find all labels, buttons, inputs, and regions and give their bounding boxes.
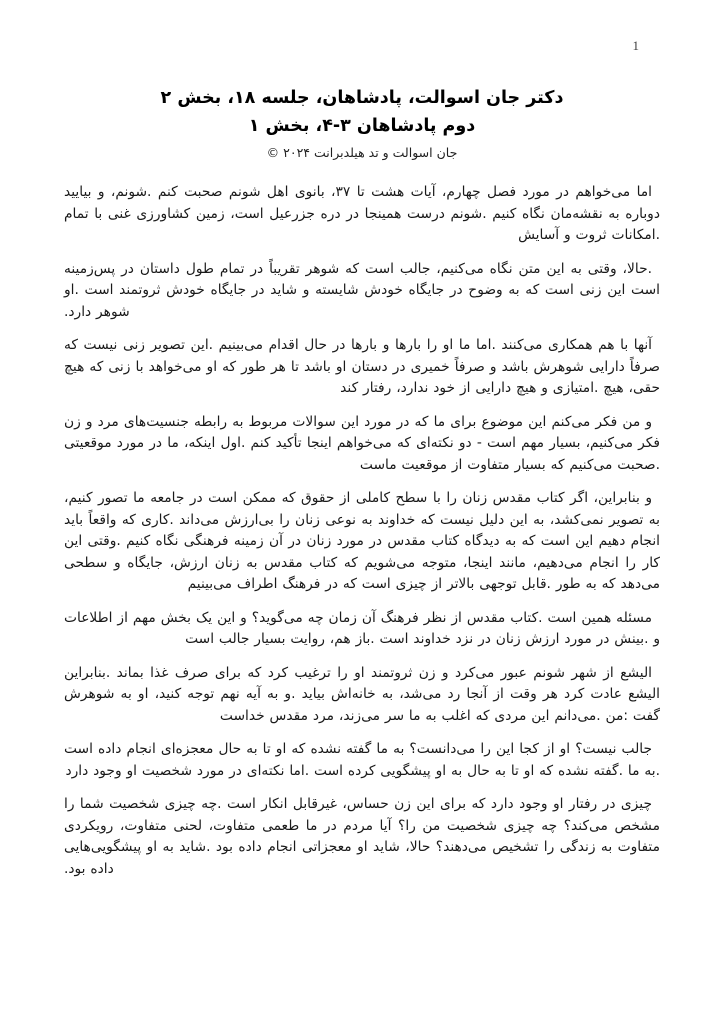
paragraph: جالب نیست؟ او از کجا این را می‌دانست؟ به ما گفته نشده که او تا به حال معجزه‌ای انجام داده است .به ما .گفته نشده که او تا به حال به او پیشگویی کرده است .اما نکته‌ای در مورد شخصیت او وجود دارد xyxy=(64,741,660,779)
document-header xyxy=(64,84,660,160)
byline-copyright: جان اسوالت و تد هیلدبرانت ۲۰۲۴ © xyxy=(266,145,458,160)
page-number: 1 xyxy=(632,38,639,53)
paragraph: و بنابراین، اگر کتاب مقدس زنان را با سطح کاملی از حقوق که ممکن است در جامعه ما تصور کنیم، به تصویر نمی‌کشد، به این دلیل نیست که خداوند به نوعی زنان را بی‌ارزش می‌داند .کاری که واقعاً باید انجام دهیم این است که به دیدگاه کتاب مقدس در مورد زنان در آن زمینه فرهنگی نگاه کنیم .وقتی این کار را انجام می‌دهیم، مانند اینجا، متوجه می‌شویم که کتاب مقدس به زنان ارزش، جایگاه و سطحی می‌دهد که به طور .قابل توجهی بالاتر از چیزی است که در فرهنگ اطراف می‌بینیم xyxy=(64,490,660,592)
document-body xyxy=(64,182,660,880)
paragraph: چیزی در رفتار او وجود دارد که برای این زن حساس، غیرقابل انکار است .چه چیزی شخصیت شما را مشخص می‌کند؟ چه چیزی شخصیت من را؟ آیا مردم در ما طعمی متفاوت، لحنی متفاوت، رویکردی متفاوت به زندگی را تشخیص می‌دهند؟ حالا، شاید او معجزاتی انجام داده بود .شاید به او پیشگویی‌هایی داده بود. xyxy=(64,796,660,877)
document-title-line2: دوم پادشاهان ۳-۴، بخش ۱ xyxy=(248,116,476,136)
paragraph: آنها با هم همکاری می‌کنند .اما ما او را بارها و بارها در حال اقدام می‌بینیم .این تصویر زنی نیست که صرفاً دارایی شوهرش باشد و صرفاً خمیری در دستان او باشد تا هر طور که او می‌خواهد با زنی که هیچ حقی، هیچ .امتیازی و هیچ دارایی از خود ندارد، رفتار کند xyxy=(64,337,660,396)
document-title-line1: دکتر جان اسوالت، پادشاهان، جلسه ۱۸، بخش ۲ xyxy=(160,88,564,108)
paragraph: اما می‌خواهم در مورد فصل چهارم، آیات هشت تا ۳۷، بانوی اهل شونم صحبت کنم .شونم، و بیایید دوباره به نقشه‌مان نگاه کنیم .شونم درست همینجا در دره جزرعیل است، زمین کشاورزی غنی با تمام .امکانات ثروت و آسایش xyxy=(64,184,660,243)
paragraph: و من فکر می‌کنم این موضوع برای ما که در مورد این سوالات مربوط به رابطه جنسیت‌های مرد و زن فکر می‌کنیم، بسیار مهم است - دو نکته‌ای که می‌خواهم اینجا تأکید کنم .اول اینکه، ما در مورد موقعیتی .صحبت می‌کنیم که بسیار متفاوت از موقعیت ماست xyxy=(64,413,660,473)
paragraph: مسئله همین است .کتاب مقدس از نظر فرهنگ آن زمان چه می‌گوید؟ و این یک بخش مهم از اطلاعات و .بینش در مورد ارزش زنان در نزد خداوند است .باز هم، روایت بسیار جالب است xyxy=(64,609,660,647)
paragraph: الیشع از شهر شونم عبور می‌کرد و زن ثروتمند او را ترغیب کرد که برای صرف غذا بماند .بنابراین الیشع عادت کرد هر وقت از آنجا رد می‌شد، به خانه‌اش بیاید .و به آیه نهم توجه کنید، او به شوهرش گفت :من .می‌دانم این مردی که اغلب به ما سر می‌زند، مرد مقدس خداست xyxy=(64,664,660,724)
paragraph: .حالا، وقتی به این متن نگاه می‌کنیم، جالب است که شوهر تقریباً در تمام طول داستان در پس‌زمینه است این زنی است که به وضوح در جایگاه خودش شایسته و شاید در جایگاه خودش ثروتمند است .او شوهر دارد. xyxy=(64,260,660,320)
